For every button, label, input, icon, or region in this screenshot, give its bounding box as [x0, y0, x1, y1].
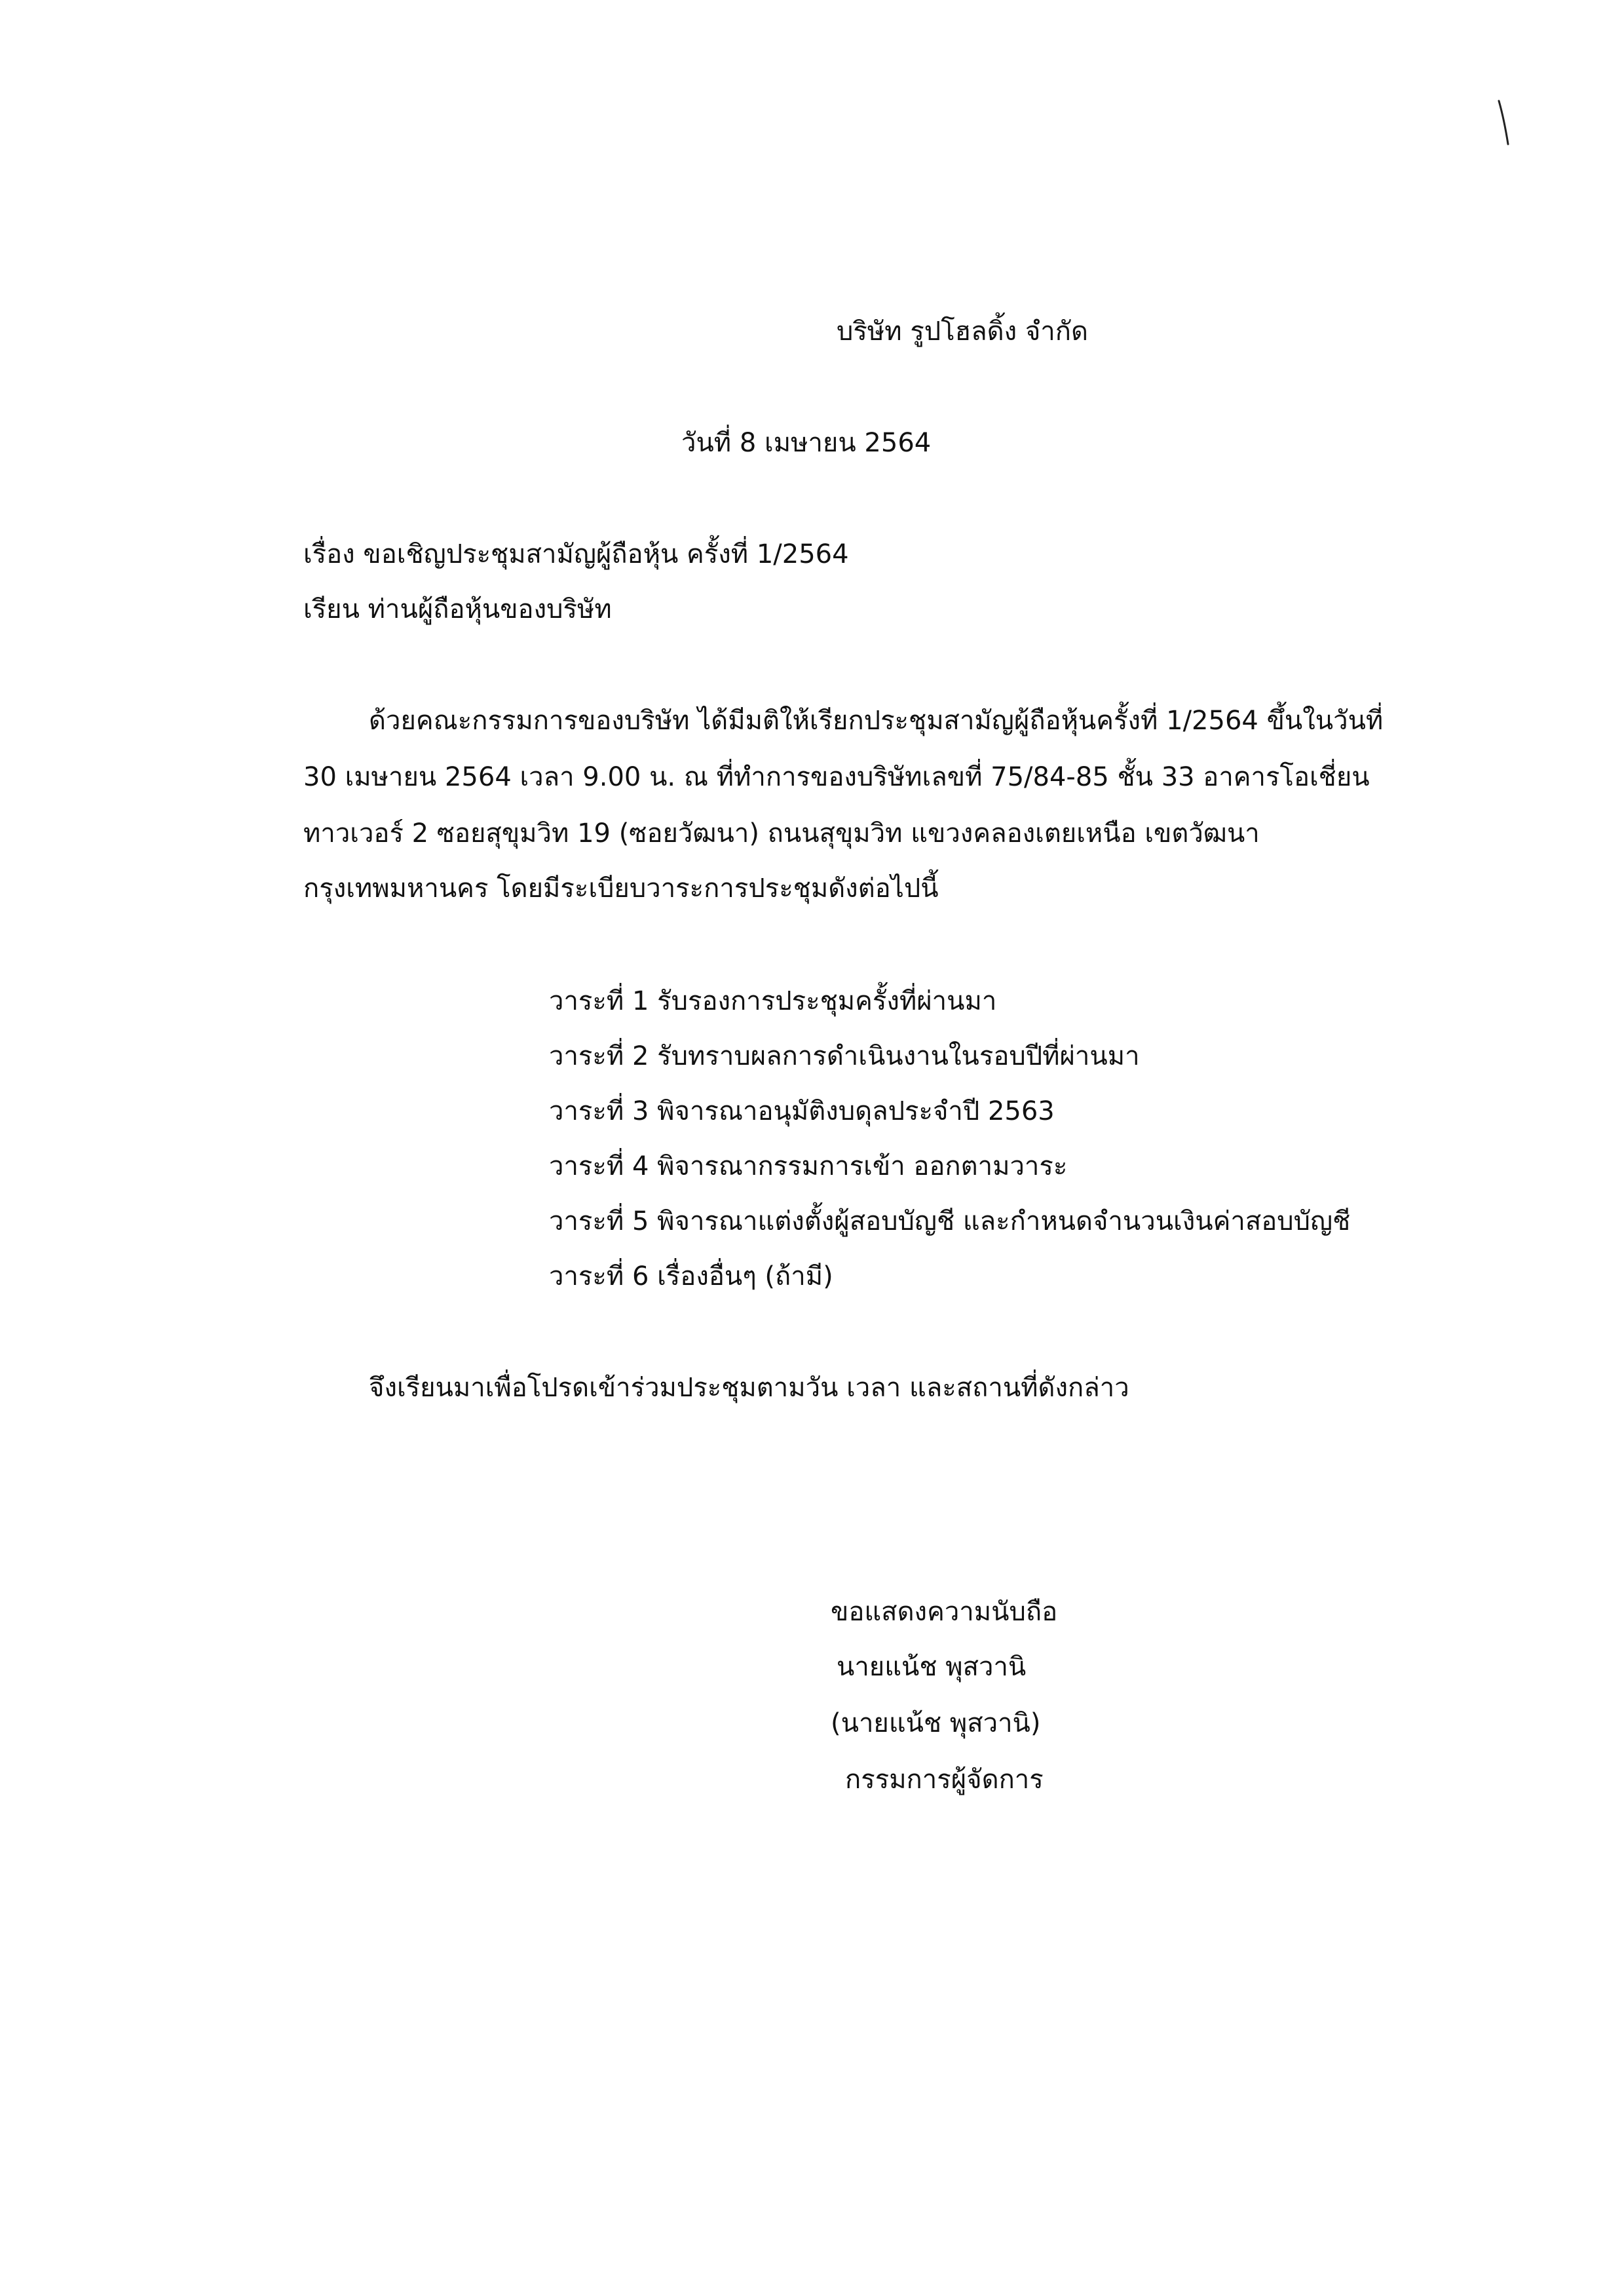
letter-date: วันที่ 8 เมษายน 2564: [681, 428, 932, 458]
letter-subject: เรื่อง ขอเชิญประชุมสามัญผู้ถือหุ้น ครั้งที่ 1/2564: [303, 539, 849, 569]
closing-line: จึงเรียนมาเพื่อโปรดเข้าร่วมประชุมตามวัน เวลา และสถานที่ดังกล่าว: [369, 1373, 1129, 1403]
agenda-item-1: วาระที่ 1 รับรองการประชุมครั้งที่ผ่านมา: [549, 986, 997, 1016]
agenda-item-3: วาระที่ 3 พิจารณาอนุมัติงบดุลประจำปี 2563: [549, 1096, 1055, 1126]
body-line: ด้วยคณะกรรมการของบริษัท ได้มีมติให้เรียกประชุมสามัญผู้ถือหุ้นครั้งที่ 1/2564 ขึ้นในวันที่: [369, 706, 1384, 736]
regards: ขอแสดงความนับถือ: [831, 1597, 1058, 1627]
signature-name: นายแน้ช พุสวานิ: [837, 1652, 1027, 1682]
agenda-item-6: วาระที่ 6 เรื่องอื่นๆ (ถ้ามี): [549, 1261, 833, 1292]
company-name: บริษัท รูปโฮลดิ้ง จำกัด: [837, 316, 1088, 347]
printed-name: (นายแน้ช พุสวานิ): [831, 1708, 1041, 1738]
letter-salutation: เรียน ท่านผู้ถือหุ้นของบริษัท: [303, 594, 612, 624]
signatory-position: กรรมการผู้จัดการ: [845, 1765, 1044, 1795]
corner-pen-mark: [1498, 100, 1509, 145]
body-line: กรุงเทพมหานคร โดยมีระเบียบวาระการประชุมดังต่อไปนี้: [303, 873, 939, 904]
body-line: ทาวเวอร์ 2 ซอยสุขุมวิท 19 (ซอยวัฒนา) ถนนสุขุมวิท แขวงคลองเตยเหนือ เขตวัฒนา: [303, 818, 1260, 849]
body-line: 30 เมษายน 2564 เวลา 9.00 น. ณ ที่ทำการของบริษัทเลขที่ 75/84-85 ชั้น 33 อาคารโอเชี่ยน: [303, 762, 1370, 792]
agenda-item-5: วาระที่ 5 พิจารณาแต่งตั้งผู้สอบบัญชี และกำหนดจำนวนเงินค่าสอบบัญชี: [549, 1206, 1351, 1236]
agenda-item-2: วาระที่ 2 รับทราบผลการดำเนินงานในรอบปีที่ผ่านมา: [549, 1041, 1140, 1071]
agenda-item-4: วาระที่ 4 พิจารณากรรมการเข้า ออกตามวาระ: [549, 1151, 1068, 1181]
